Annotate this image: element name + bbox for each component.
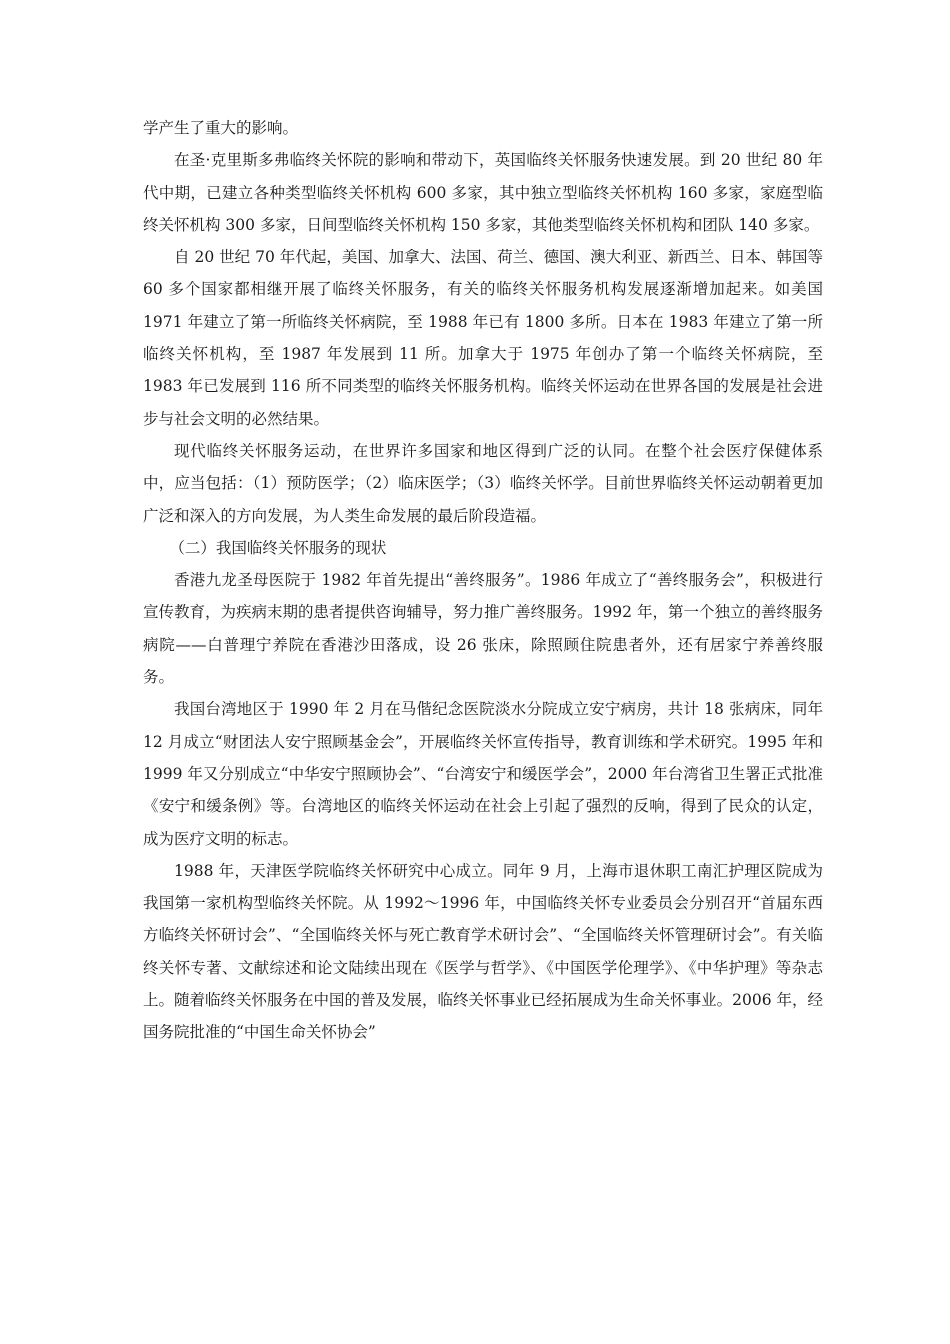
paragraph-uk-development: 在圣·克里斯多弗临终关怀院的影响和带动下，英国临终关怀服务快速发展。到 20 世纪 80 年代中期，已建立各种类型临终关怀机构 600 多家，其中独立型临终关怀机构 160 多家，家庭型临终关怀机构 300 多家，日间型临终关怀机构 150 多家，其他类型临终关怀机构和团队 140 多家。	[143, 151, 823, 234]
paragraph-international-development: 自 20 世纪 70 年代起，美国、加拿大、法国、荷兰、德国、澳大利亚、新西兰、日本、韩国等 60 多个国家都相继开展了临终关怀服务，有关的临终关怀服务机构发展逐渐增加起来。如美国 1971 年建立了第一所临终关怀病院，至 1988 年已有 1800 多所。日本在 1983 年建立了第一所临终关怀机构，至 1987 年发展到 11 所。加拿大于 1975 年创办了第一个临终关怀病院，至 1983 年已发展到 116 所不同类型的临终关怀服务机构。临终关怀运动在世界各国的发展是社会进步与社会文明的必然结果。	[143, 248, 823, 428]
section-heading-china-status: （二）我国临终关怀服务的现状	[169, 538, 387, 557]
paragraph-mainland: 1988 年，天津医学院临终关怀研究中心成立。同年 9 月，上海市退休职工南汇护理区院成为我国第一家机构型临终关怀院。从 1992～1996 年，中国临终关怀专业委员会分别召开“首届东西方临终关怀研讨会”、“全国临终关怀与死亡教育学术研讨会”、“全国临终关怀管理研讨会”。有关临终关怀专著、文献综述和论文陆续出现在《医学与哲学》、《中国医学伦理学》、《中华护理》等杂志上。随着临终关怀服务在中国的普及发展，临终关怀事业已经拓展成为生命关怀事业。2006 年，经国务院批准的“中国生命关怀协会”	[143, 861, 823, 1042]
paragraph-continuation: 学产生了重大的影响。	[143, 119, 299, 137]
document-body	[143, 112, 823, 1049]
paragraph-modern-movement: 现代临终关怀服务运动，在世界许多国家和地区得到广泛的认同。在整个社会医疗保健体系中，应当包括：（1）预防医学；（2）临床医学；（3）临终关怀学。目前世界临终关怀运动朝着更加广泛和深入的方向发展，为人类生命发展的最后阶段造福。	[143, 441, 823, 525]
paragraph-taiwan: 我国台湾地区于 1990 年 2 月在马偕纪念医院淡水分院成立安宁病房，共计 18 张病床，同年 12 月成立“财团法人安宁照顾基金会”，开展临终关怀宣传指导，教育训练和学术研究。1995 年和 1999 年又分别成立“中华安宁照顾协会”、“台湾安宁和缓医学会”，2000 年台湾省卫生署正式批准《安宁和缓条例》等。台湾地区的临终关怀运动在社会上引起了强烈的反响，得到了民众的认定，成为医疗文明的标志。	[143, 700, 823, 848]
paragraph-hong-kong: 香港九龙圣母医院于 1982 年首先提出“善终服务”。1986 年成立了“善终服务会”，积极进行宣传教育，为疾病末期的患者提供咨询辅导，努力推广善终服务。1992 年，第一个独立的善终服务病院——白普理宁养院在香港沙田落成，设 26 张床，除照顾住院患者外，还有居家宁养善终服务。	[143, 571, 823, 687]
